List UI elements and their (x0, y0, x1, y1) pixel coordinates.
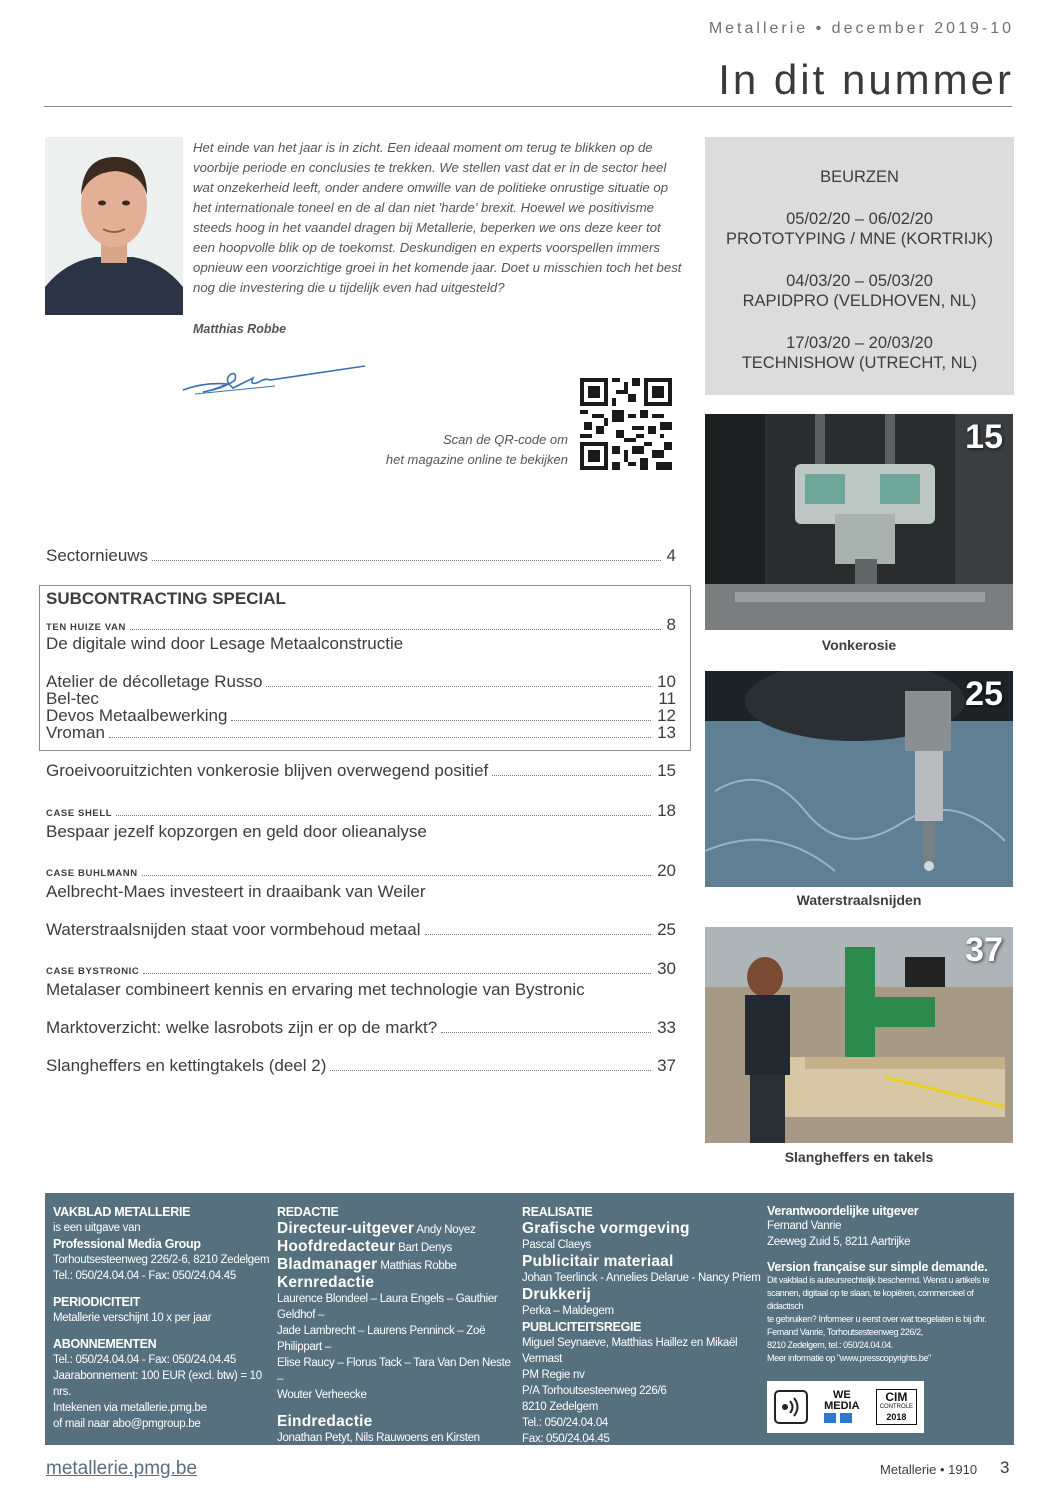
toc-leader (425, 933, 652, 935)
editorial-text: Het einde van het jaar is in zicht. Een ideaal moment om terug te blikken op de voorbije periode en conclusies te trekken. We stellen vast dat er in de sector heel wat onzekerheid leeft, onder andere omwille van de politieke onrustige situatie op het internationale toneel en de al dan niet 'harde' brexit. Hoewel we positivisme steeds hoog in het vaandel dragen bij Metallerie, beperken we ons deze keer tot een hoopvolle blik op de toekomst. Deskundigen en experts voorspellen immers opnieuw een voorzichtige groei in het komende jaar. Doet u misschien toch het best nog die investering die u tijdelijk even had uitgesteld? (193, 140, 682, 295)
toc-leader (143, 972, 651, 974)
toc-entry[interactable] (46, 920, 676, 940)
colophon-line: te gebruiken? Informeer u eerst over wat toegelaten is bij dhr. (767, 1314, 987, 1324)
colophon-line: Laurence Blondeel – Laura Engels – Gauthier Geldhof – (277, 1293, 498, 1321)
toc-leader (152, 559, 660, 561)
colophon-line: Tel.: 050/24.04.04 - Fax: 050/24.04.45 (53, 1354, 236, 1366)
photo-caption: Slangheffers en takels (784, 1149, 934, 1165)
cim-logo (876, 1389, 917, 1425)
toc-entry[interactable] (46, 724, 676, 742)
colophon-line: P/A Torhoutsesteenweg 226/6 (522, 1385, 667, 1397)
toc-page: 25 (657, 920, 676, 939)
toc-entry[interactable] (46, 801, 676, 821)
toc-page: 11 (658, 689, 676, 708)
colophon-role: Drukkerij (522, 1286, 591, 1303)
toc-entry[interactable] (46, 761, 676, 781)
toc-page: 37 (657, 1056, 676, 1075)
colophon-line: Jade Lambrecht – Laurens Penninck – Zoë Philippart – (277, 1325, 486, 1353)
colophon-role: Medewerkers (277, 1462, 378, 1479)
photo-vonkerosie (705, 414, 1013, 630)
toc-title: Sectornieuws (46, 546, 149, 565)
colophon-publisher: Professional Media Group (53, 1237, 201, 1251)
colophon-role: Grafische vormgeving (522, 1220, 690, 1237)
toc-page: 18 (657, 801, 676, 820)
colophon-heading: REALISATIE (522, 1205, 593, 1219)
toc-entry[interactable] (46, 546, 676, 566)
colophon-line: 8210 Zedelgem (522, 1401, 599, 1413)
colophon-name: Bart Denys (398, 1242, 452, 1254)
colophon-line: Fernand Vanrie (767, 1220, 842, 1232)
toc-headline[interactable]: Metalaser combineert kennis en ervaring met technologie van Bystronic (46, 980, 585, 999)
toc-entry[interactable] (46, 1056, 676, 1076)
colophon-line: Perka – Maldegem (522, 1305, 614, 1317)
toc-page: 12 (657, 706, 676, 725)
colophon-name: Matthias Robbe (380, 1260, 457, 1272)
colophon-column-editorial (277, 1204, 517, 1511)
event-name: TECHNISHOW (UTRECHT, NL) (741, 354, 978, 372)
presscopyrights-logo (774, 1390, 808, 1424)
event-item (705, 209, 1014, 249)
colophon-line: Meer informatie op "www.presscopyrights.be" (767, 1353, 931, 1363)
toc-page: 13 (657, 723, 676, 742)
colophon-column-responsible (767, 1204, 1009, 1365)
toc-leader (492, 774, 651, 776)
qr-caption-line: Scan de QR-code om (442, 432, 568, 447)
special-section-title: SUBCONTRACTING SPECIAL (46, 589, 286, 608)
colophon-name: Andy Noyez (416, 1224, 476, 1236)
colophon-heading: Verantwoordelijke uitgever (767, 1204, 919, 1218)
toc-kicker: CASE SHELL (46, 808, 113, 819)
toc-kicker: TEN HUIZE VAN (46, 622, 126, 633)
colophon-line: Wouter Verheecke (277, 1389, 367, 1401)
colophon-line: Jonathan Petyt, Nils Rauwoens en Kirsten Ricquier (277, 1432, 480, 1460)
toc-leader (330, 1069, 651, 1071)
toc-title: Groeivooruitzichten vonkerosie blijven overwegend positief (46, 761, 489, 780)
colophon-heading: ABONNEMENTEN (53, 1337, 157, 1351)
colophon-line: Intekenen via metallerie.pmg.be (53, 1402, 207, 1414)
colophon-line: Johan Teerlinck - Annelies Delarue - Nancy Priem (522, 1272, 761, 1284)
toc-page: 8 (666, 615, 676, 634)
toc-leader (103, 703, 652, 704)
we-media-logo-text: MEDIA (824, 1400, 860, 1412)
colophon-line: is een uitgave van (53, 1222, 141, 1234)
cim-logo-text: CONTROLE (879, 1404, 914, 1410)
toc-entry[interactable] (46, 707, 676, 725)
colophon-column-publisher (53, 1204, 273, 1432)
cim-logo-text: CIM (885, 1390, 908, 1404)
event-dates: 05/02/20 – 06/02/20 (786, 210, 933, 228)
colophon-line: Zeeweg Zuid 5, 8211 Aartrijke (767, 1236, 911, 1248)
certification-logos (767, 1381, 924, 1433)
photo-page-number: 25 (965, 675, 1003, 713)
colophon-line: Tel.: 050/24.04.04 - Fax: 050/24.04.45 (53, 1270, 236, 1282)
toc-title: Bel-tec (46, 689, 99, 708)
cim-logo-text: 2018 (886, 1412, 907, 1422)
colophon-column-production (522, 1204, 762, 1447)
event-name: RAPIDPRO (VELDHOVEN, NL) (742, 292, 977, 310)
website-link[interactable]: metallerie.pmg.be (46, 1458, 198, 1479)
colophon-line: 8210 Zedelgem, tel.: 050/24.04.04. (767, 1340, 894, 1350)
toc-leader (231, 719, 651, 721)
colophon-line: Elise Raucy – Florus Tack – Tara Van Den Neste – (277, 1357, 511, 1385)
footer-magazine: Metallerie • 1910 (880, 1462, 978, 1477)
qr-caption-line: het magazine online te bekijken (385, 452, 568, 467)
colophon-heading: Version française sur simple demande. (767, 1260, 988, 1274)
colophon-role: Publicitair materiaal (522, 1253, 674, 1270)
toc-title: Marktoverzicht: welke lasrobots zijn er op de markt? (46, 1018, 438, 1037)
toc-page: 15 (657, 761, 676, 780)
toc-title: Devos Metaalbewerking (46, 706, 228, 725)
page-number: 3 (1000, 1458, 1010, 1477)
colophon-line: Dit vakblad is auteursrechtelijk beschermd. Wenst u artikels te (767, 1275, 990, 1285)
toc-title: Atelier de décolletage Russo (46, 672, 263, 691)
colophon-line: Fax: 050/24.04.45 (522, 1433, 610, 1445)
event-item (705, 271, 1014, 311)
toc-page: 33 (657, 1018, 676, 1037)
colophon-heading: PUBLICITEITSREGIE (522, 1320, 642, 1334)
toc-leader (441, 1031, 651, 1033)
colophon-line: Torhoutsesteenweg 226/2-6, 8210 Zedelgem (53, 1254, 270, 1266)
colophon-heading: REDACTIE (277, 1205, 339, 1219)
toc-page: 4 (666, 546, 676, 565)
colophon-role: Hoofdredacteur (277, 1238, 396, 1255)
colophon-role: Directeur-uitgever (277, 1220, 415, 1237)
toc-entry[interactable] (46, 673, 676, 691)
toc-page: 20 (657, 861, 676, 880)
toc-title: Slangheffers en kettingtakels (deel 2) (46, 1056, 327, 1075)
colophon-line: Miguel Seynaeve, Matthias Haillez en Mikaël Vermast (522, 1337, 738, 1365)
toc-page: 30 (657, 959, 676, 978)
header-divider (44, 106, 1012, 107)
photo-page-number: 37 (965, 931, 1003, 969)
toc-kicker: CASE BYSTRONIC (46, 966, 140, 977)
author-portrait (45, 137, 183, 315)
colophon-role: Bladmanager (277, 1256, 378, 1273)
event-dates: 04/03/20 – 05/03/20 (786, 272, 933, 290)
toc-entry[interactable] (46, 615, 676, 635)
colophon-role: Kernredactie (277, 1274, 375, 1291)
qr-caption (308, 430, 568, 470)
issue-label: Metallerie • december 2019-10 (708, 20, 1014, 37)
toc-entry[interactable] (46, 861, 676, 881)
toc-leader (109, 736, 651, 738)
event-dates: 17/03/20 – 20/03/20 (786, 334, 933, 352)
author-signature (175, 360, 370, 400)
editorial-author: Matthias Robbe (193, 322, 287, 336)
toc-leader (266, 685, 651, 687)
colophon-line: PM Regie nv (522, 1369, 585, 1381)
toc-entry[interactable] (46, 959, 676, 979)
photo-caption: Vonkerosie (821, 637, 897, 653)
colophon-line: Fernand Vanrie, Torhoutsesteenweg 226/2, (767, 1327, 923, 1337)
colophon-line: of mail naar abo@pmgroup.be (53, 1418, 201, 1430)
page-title: In dit nummer (718, 56, 1014, 103)
photo-waterstraalsnijden (705, 671, 1013, 887)
colophon-line: Tel.: 050/24.04.04 (522, 1417, 609, 1429)
we-media-logo (822, 1390, 862, 1424)
toc-headline[interactable]: De digitale wind door Lesage Metaalconstructie (46, 634, 404, 653)
photo-slangheffers (705, 927, 1013, 1143)
toc-leader (116, 814, 651, 816)
events-heading: BEURZEN (820, 168, 899, 186)
toc-kicker: CASE BUHLMANN (46, 868, 138, 879)
toc-title: Vroman (46, 723, 105, 742)
colophon-line: Pascal Claeys (522, 1239, 591, 1251)
events-box (705, 137, 1014, 395)
event-item (705, 333, 1014, 373)
colophon-line: Metallerie verschijnt 10 x per jaar (53, 1312, 212, 1324)
toc-page: 10 (657, 672, 676, 691)
toc-headline[interactable]: Aelbrecht-Maes investeert in draaibank van Weiler (46, 882, 426, 901)
colophon-line: scannen, digitaal op te slaan, te kopiëren, commercieel of didactisch (767, 1288, 974, 1311)
photo-page-number: 15 (965, 418, 1003, 456)
toc-entry[interactable] (46, 1018, 676, 1038)
toc-headline[interactable]: Bespaar jezelf kopzorgen en geld door olieanalyse (46, 822, 427, 841)
we-media-logo-text: WE (832, 1389, 851, 1401)
toc-leader (130, 628, 661, 630)
photo-caption: Waterstraalsnijden (796, 892, 922, 908)
colophon-heading: VAKBLAD METALLERIE (53, 1205, 191, 1219)
colophon-role: Eindredactie (277, 1413, 373, 1430)
colophon-line: Sammy Soetaert – Kevin Vercauteren – Peter Weber (277, 1481, 498, 1509)
toc-leader (142, 874, 651, 876)
colophon-heading: PERIODICITEIT (53, 1295, 141, 1309)
toc-title: Waterstraalsnijden staat voor vormbehoud metaal (46, 920, 421, 939)
qr-code[interactable] (580, 378, 672, 470)
colophon-line: Jaarabonnement: 100 EUR (excl. btw) = 10 nrs. (53, 1370, 262, 1398)
event-name: PROTOTYPING / MNE (KORTRIJK) (725, 230, 994, 248)
